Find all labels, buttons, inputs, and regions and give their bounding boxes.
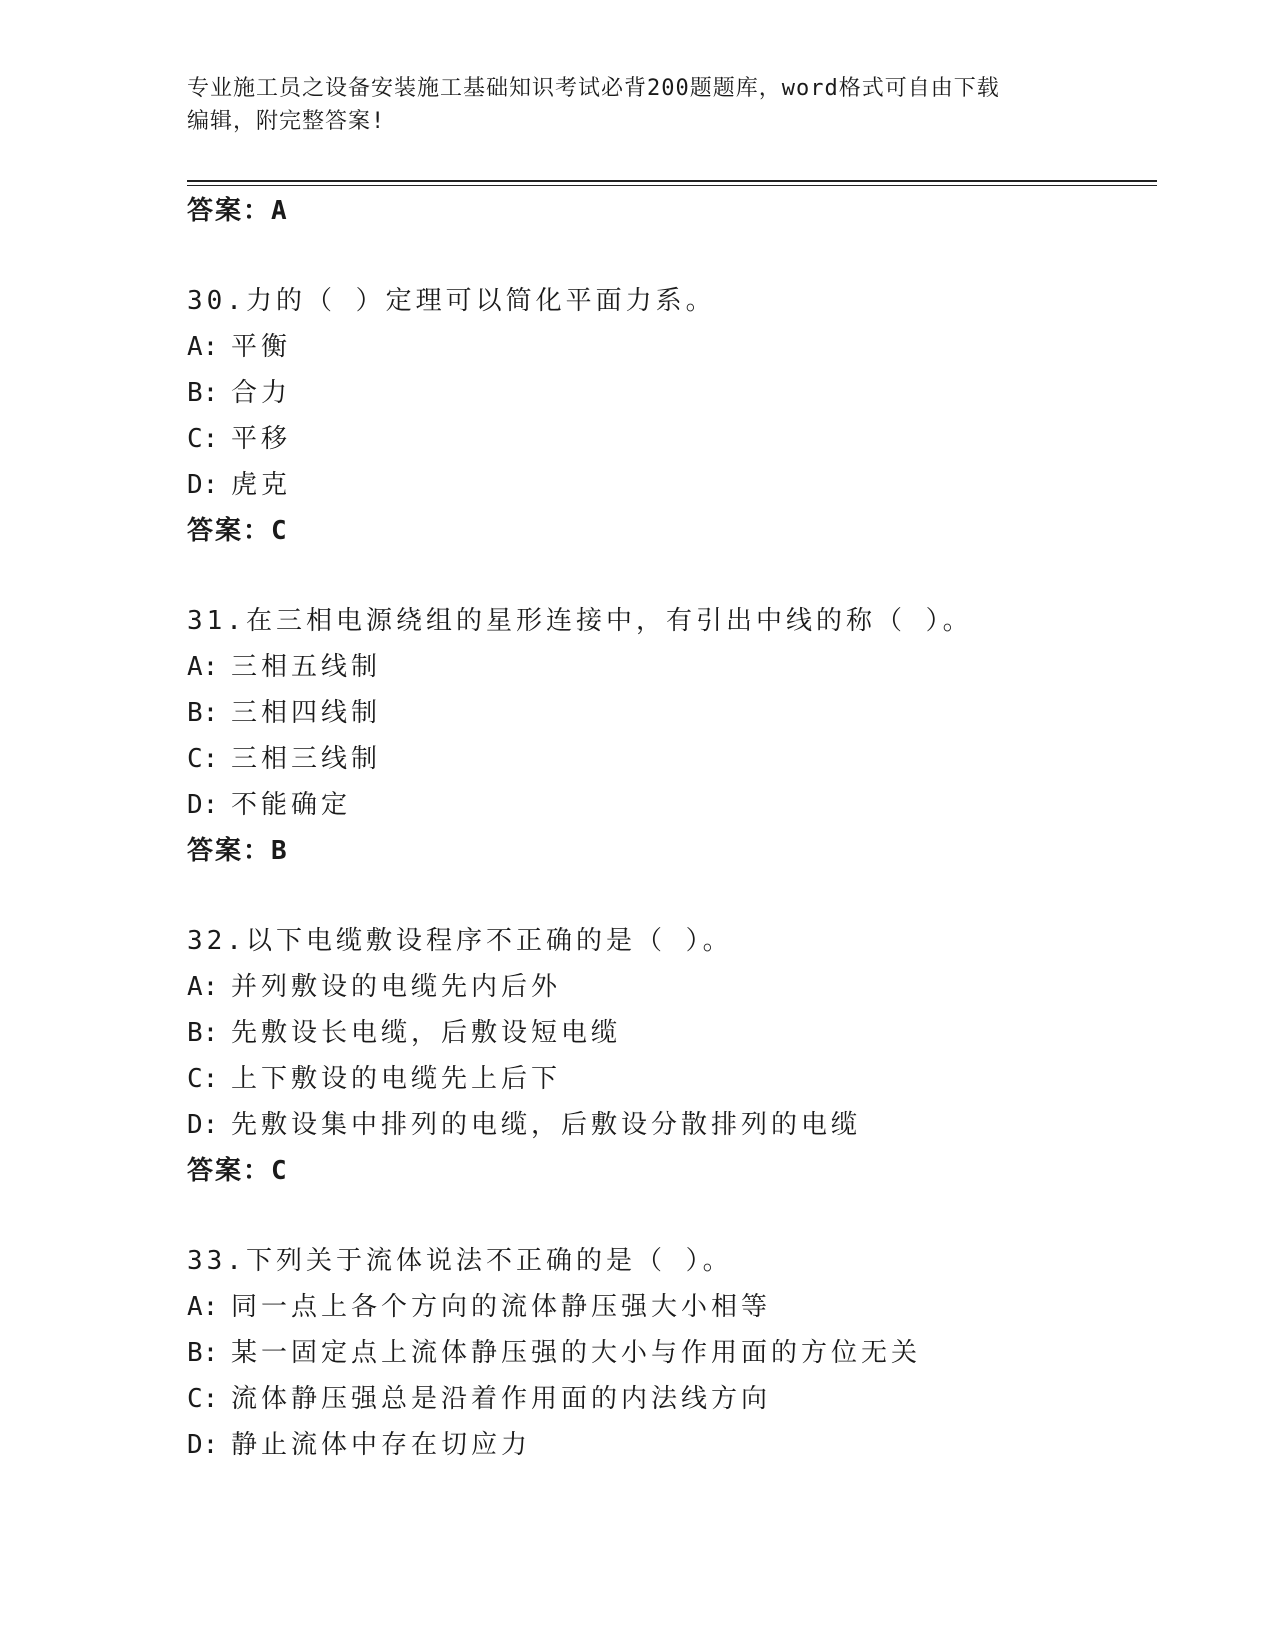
option-text: 先敷设集中排列的电缆，后敷设分散排列的电缆 xyxy=(231,1110,862,1140)
option-label: A: xyxy=(187,1292,219,1322)
option-c xyxy=(187,736,1157,782)
option-text: 上下敷设的电缆先上后下 xyxy=(231,1064,562,1094)
option-label: D: xyxy=(187,790,219,820)
option-text: 同一点上各个方向的流体静压强大小相等 xyxy=(231,1292,772,1322)
option-label: A: xyxy=(187,332,219,362)
page-header xyxy=(187,72,1087,138)
question-text: 31.在三相电源绕组的星形连接中，有引出中线的称（ ）。 xyxy=(187,606,973,636)
option-c xyxy=(187,1376,1157,1422)
spacer xyxy=(187,554,1157,598)
header-rule xyxy=(187,180,1157,182)
option-label: B: xyxy=(187,1018,219,1048)
option-text: 三相四线制 xyxy=(231,698,382,728)
option-label: A: xyxy=(187,972,219,1002)
option-text: 合力 xyxy=(231,378,292,408)
option-label: D: xyxy=(187,470,219,500)
option-text: 三相三线制 xyxy=(231,744,382,774)
option-text: 平衡 xyxy=(231,332,292,362)
option-text: 某一固定点上流体静压强的大小与作用面的方位无关 xyxy=(231,1338,922,1368)
spacer xyxy=(187,234,1157,278)
question-text: 33.下列关于流体说法不正确的是（ ）。 xyxy=(187,1246,733,1276)
option-b xyxy=(187,1330,1157,1376)
option-label: C: xyxy=(187,1384,219,1414)
option-b xyxy=(187,690,1157,736)
option-d xyxy=(187,1102,1157,1148)
option-text: 三相五线制 xyxy=(231,652,382,682)
option-label: B: xyxy=(187,698,219,728)
document-page xyxy=(187,0,1157,1650)
option-text: 不能确定 xyxy=(231,790,352,820)
option-label: B: xyxy=(187,1338,219,1368)
option-text: 并列敷设的电缆先内后外 xyxy=(231,972,562,1002)
question-text: 32.以下电缆敷设程序不正确的是（ ）。 xyxy=(187,926,733,956)
option-label: D: xyxy=(187,1430,219,1460)
spacer xyxy=(187,1194,1157,1238)
option-text: 流体静压强总是沿着作用面的内法线方向 xyxy=(231,1384,772,1414)
option-label: D: xyxy=(187,1110,219,1140)
spacer xyxy=(187,874,1157,918)
answer-line: 答案：C xyxy=(187,516,289,546)
option-text: 静止流体中存在切应力 xyxy=(231,1430,532,1460)
option-a xyxy=(187,1284,1157,1330)
option-label: C: xyxy=(187,744,219,774)
option-d xyxy=(187,1422,1157,1468)
option-a xyxy=(187,644,1157,690)
option-label: C: xyxy=(187,1064,219,1094)
header-line-2: 编辑，附完整答案! xyxy=(187,109,386,134)
answer-line: 答案：B xyxy=(187,836,289,866)
option-d xyxy=(187,462,1157,508)
header-rule-thin xyxy=(187,185,1157,186)
option-text: 先敷设长电缆，后敷设短电缆 xyxy=(231,1018,622,1048)
option-b xyxy=(187,370,1157,416)
option-label: C: xyxy=(187,424,219,454)
option-a xyxy=(187,324,1157,370)
option-d xyxy=(187,782,1157,828)
answer-line: 答案：C xyxy=(187,1156,289,1186)
question-text: 30.力的（ ）定理可以简化平面力系。 xyxy=(187,286,716,316)
option-text: 平移 xyxy=(231,424,292,454)
option-c xyxy=(187,1056,1157,1102)
option-label: A: xyxy=(187,652,219,682)
option-label: B: xyxy=(187,378,219,408)
question-list xyxy=(187,188,1157,1468)
option-a xyxy=(187,964,1157,1010)
option-c xyxy=(187,416,1157,462)
option-b xyxy=(187,1010,1157,1056)
option-text: 虎克 xyxy=(231,470,292,500)
header-line-1: 专业施工员之设备安装施工基础知识考试必背200题题库，word格式可自由下载 xyxy=(187,76,1000,101)
previous-answer: 答案：A xyxy=(187,196,289,226)
